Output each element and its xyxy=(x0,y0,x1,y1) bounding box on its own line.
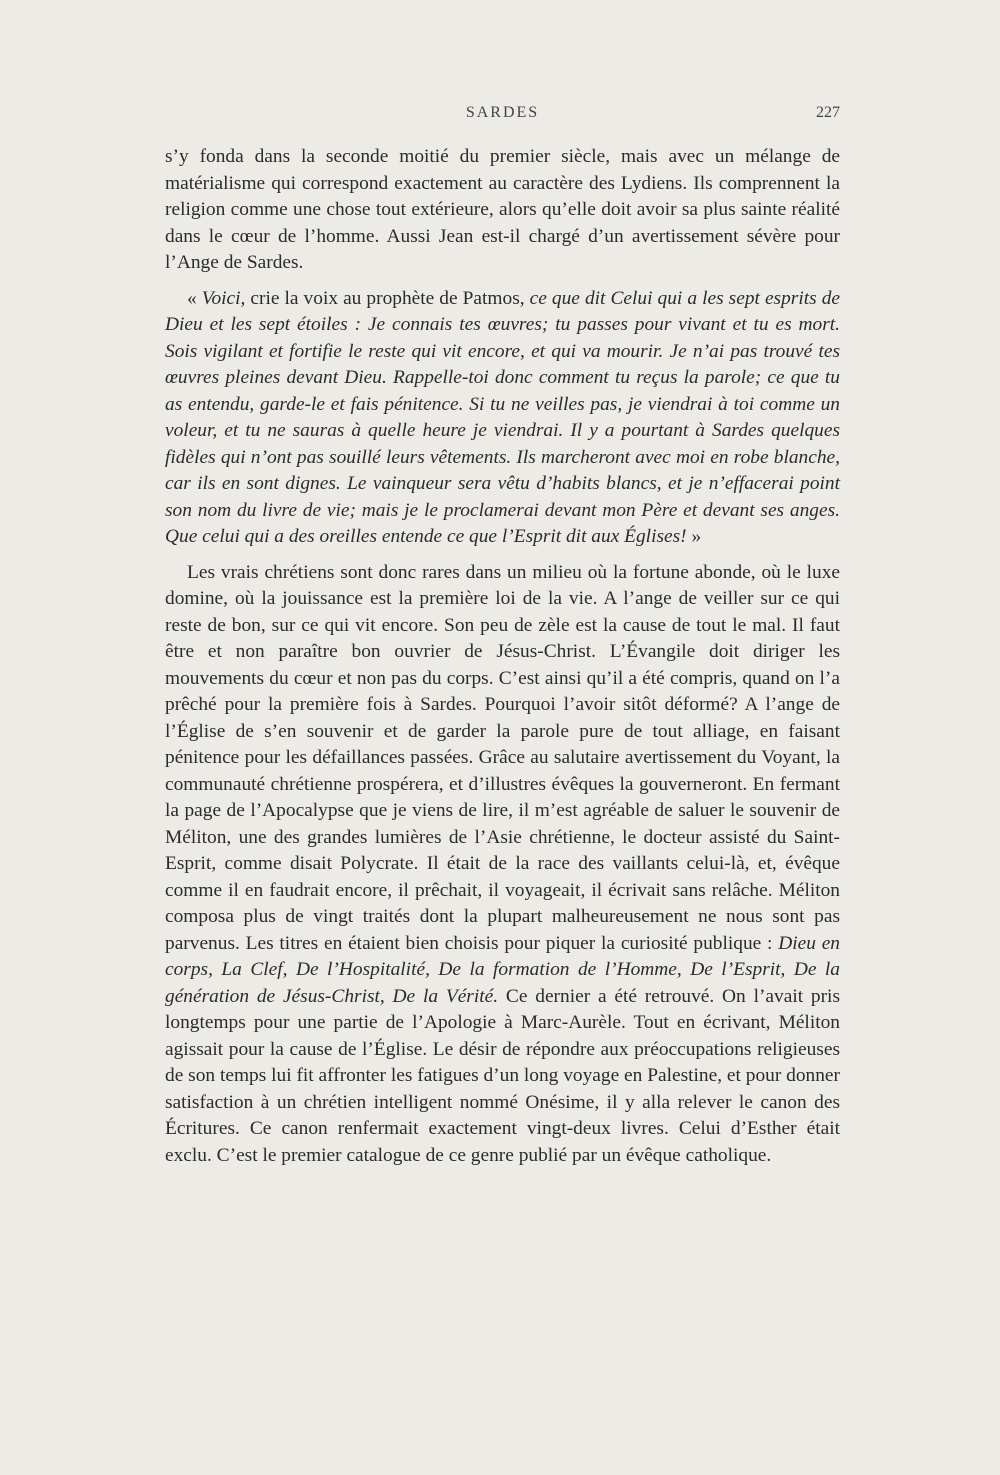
page-number: 227 xyxy=(816,104,840,121)
running-title: SARDES xyxy=(465,104,540,121)
paragraph-3-end: Ce dernier a été retrouvé. On l’avait pris longtemps pour une partie de l’Apologie à Marc-Aurèle. Tout en écrivant, Méliton agissait pour la cause de l’Église. Le désir de répondre aux préoccupations religieuses de son temps lui fit affronter les fatigues d’un long voyage en Palestine, et pour donner satisfaction à un chrétien intelligent nommé Onésime, il y alla relever le canon des Écritures. Ce canon renfermait exactement vingt-deux livres. Celui d’Esther était exclu. C’est le premier catalogue de ce genre publié par un évêque catholique. xyxy=(165,985,840,1166)
scripture-quote xyxy=(165,286,840,551)
paragraph-3 xyxy=(165,560,840,1170)
running-head xyxy=(165,104,840,134)
paragraph-1: s’y fonda dans la seconde moitié du premier siècle, mais avec un mélange de matérialisme qui correspond exactement au caractère des Lydiens. Ils comprennent la religion comme une chose tout extérieure, alors qu’elle doit avoir sa plus sainte réalité dans le cœur de l’homme. Aussi Jean est-il chargé d’un avertissement sévère pour l’Ange de Sardes. xyxy=(165,146,840,273)
paragraph-3-start: Les vrais chrétiens sont donc rares dans un milieu où la fortune abonde, où le luxe domine, où la jouissance est la première loi de la vie. A l’ange de veiller sur ce qui reste de bon, sur ce qui vit encore. Son peu de zèle est la cause de tout le mal. Il faut être et non paraître bon ouvrier de Jésus-Christ. L’Évangile doit diriger les mouvements du cœur et non pas du corps. C’est ainsi qu’il a été compris, quand on l’a prêché pour la première fois à Sardes. Pourquoi l’avoir sitôt déformé? A l’ange de l’Église de s’en souvenir et de garder la parole pure de tout alliage, en faisant pénitence pour les défaillances passées. Grâce au salutaire avertissement du Voyant, la communauté chrétienne prospérera, et d’illustres évêques la gouverneront. En fermant la page de l’Apocalypse que je viens de lire, il m’est agréable de saluer le souvenir de Méliton, une des grandes lumières de l’Asie chrétienne, le docteur assisté du Saint-Esprit, comme disait Polycrate. Il était de la race des vaillants celui-là, et, évêque comme il en faudrait encore, il prêchait, il voyageait, il écrivait sans relâche. Méliton composa plus de vingt traités dont la plupart malheureusement ne nous sont pas parvenus. Les titres en étaient bien choisis pour piquer la curiosité publique : xyxy=(165,561,840,954)
text-block xyxy=(165,144,840,1169)
quote-narration: crie la voix au prophète de Patmos, xyxy=(245,287,530,309)
quote-open-mark: « xyxy=(187,287,202,309)
treatise-titles: Dieu en corps, La Clef, De l’Hospitalité, De la formation de l’Homme, De l’Esprit, De la génération de Jésus-Christ, De la Vérité. xyxy=(165,932,841,1007)
quote-text: ce que dit Celui qui a les sept esprits de Dieu et les sept étoiles : Je connais tes œuvres; tu passes pour vivant et tu es mort. Sois vigilant et fortifie le reste qui vit encore, et qui va mourir. Je n’ai pas trouvé tes œuvres pleines devant Dieu. Rappelle-toi donc comment tu reçus la parole; ce que tu as entendu, garde-le et fais pénitence. Si tu ne veilles pas, je viendrai à toi comme un voleur, et tu ne sauras à quelle heure je viendrai. Il y a pourtant à Sardes quelques fidèles qui n’ont pas souillé leurs vêtements. Ils marcheront avec moi en robe blanche, car ils en sont dignes. Le vainqueur sera vêtu d’habits blancs, et je n’effacerai point son nom du livre de vie; mais je le proclamerai devant mon Père et devant ses anges. Que celui qui a des oreilles entende ce que l’Esprit dit aux Églises! xyxy=(165,287,841,547)
quote-voici: Voici, xyxy=(201,287,246,309)
quote-close-mark: » xyxy=(686,526,702,547)
